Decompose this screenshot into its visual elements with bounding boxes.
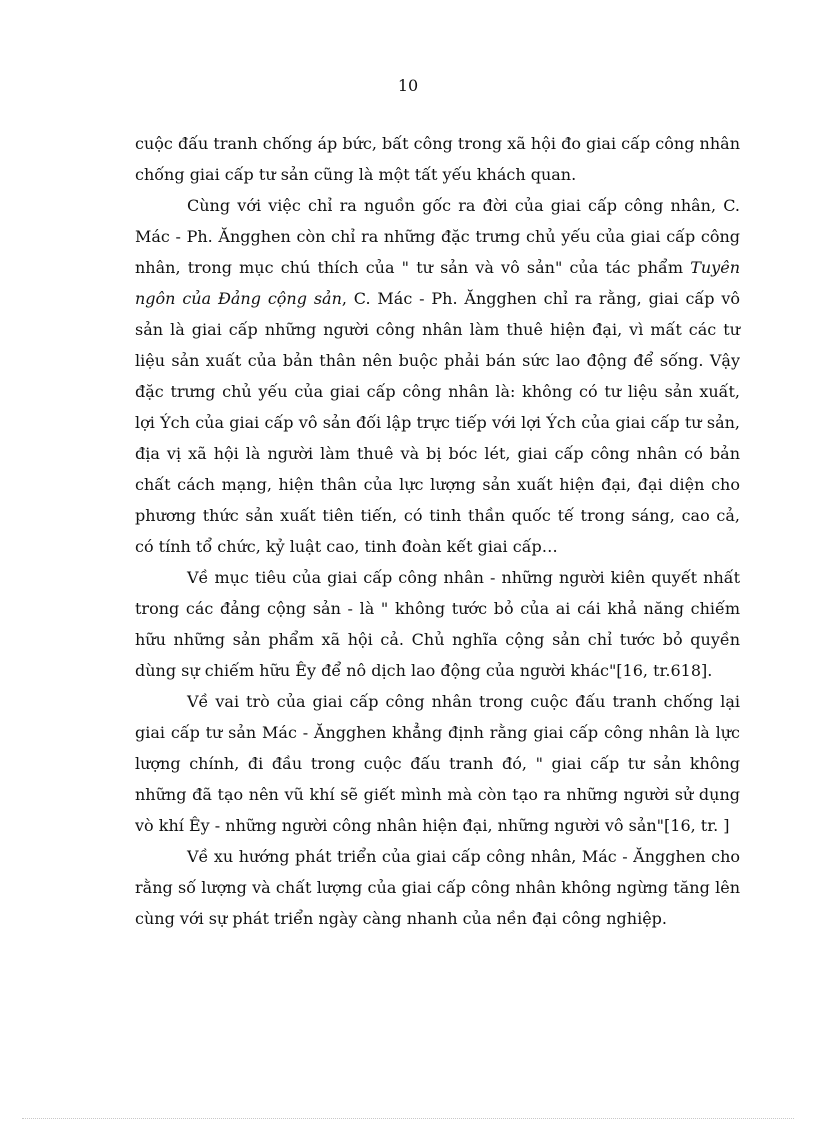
paragraph-2-text-b: , C. Mác - Ph. Ăngghen chỉ ra rằng, giai cấp vô sản là giai cấp những người công nhân làm thuê hiện đại, vì mất các tư liệu sản xuất của bản thân nên buộc phải bán sức lao động để sống. Vậy đặc trưng chủ yếu của giai cấp công nhân là: không có tư liệu sản xuất, lợi Ých của giai cấp vô sản đối lập trực tiếp với lợi Ých của giai cấp tư sản, địa vị xã hội là người làm thuê và bị bóc lét, giai cấp công nhân có bản chất cách mạng, hiện thân của lực lượng sản xuất hiện đại, đại diện cho phương thức sản xuất tiên tiến, có tinh thần quốc tế trong sáng, cao cả, có tính tổ chức, kỷ luật cao, tinh đoàn kết giai cấp… — [135, 289, 740, 556]
body-text — [135, 128, 740, 934]
page-number: 10 — [397, 76, 419, 95]
page-bottom-divider — [22, 1118, 794, 1119]
paragraph-2 — [135, 190, 740, 562]
paragraph-2-text-a: Cùng với việc chỉ ra nguồn gốc ra đời của giai cấp công nhân, C. Mác - Ph. Ăngghen còn chỉ ra những đặc trưng chủ yếu của giai cấp công nhân, trong mục chú thích của " tư sản và vô sản" của tác phẩm — [135, 196, 740, 277]
paragraph-4: Về vai trò của giai cấp công nhân trong cuộc đấu tranh chống lại giai cấp tư sản Mác - Ăngghen khẳng định rằng giai cấp công nhân là lực lượng chính, đi đầu trong cuộc đấu tranh đó, " giai cấp tư sản không những đã tạo nên vũ khí sẽ giết mình mà còn tạo ra những người sử dụng vò khí Êy - những người công nhân hiện đại, những người vô sản"[16, tr. ] — [135, 692, 740, 835]
paragraph-3: Về mục tiêu của giai cấp công nhân - những người kiên quyết nhất trong các đảng cộng sản - là " không tước bỏ của ai cái khả năng chiếm hữu những sản phẩm xã hội cả. Chủ nghĩa cộng sản chỉ tước bỏ quyền dùng sự chiếm hữu Êy để nô dịch lao động của người khác"[16, tr.618]. — [135, 568, 740, 680]
book-title: Tuyên ngôn của Đảng cộng sản — [135, 258, 740, 308]
paragraph-1: cuộc đấu tranh chống áp bức, bất công trong xã hội đo giai cấp công nhân chống giai cấp tư sản cũng là một tất yếu khách quan. — [135, 134, 740, 184]
paragraph-5: Về xu hướng phát triển của giai cấp công nhân, Mác - Ăngghen cho rằng số lượng và chất lượng của giai cấp công nhân không ngừng tăng lên cùng với sự phát triển ngày càng nhanh của nền đại công nghiệp. — [135, 847, 740, 928]
